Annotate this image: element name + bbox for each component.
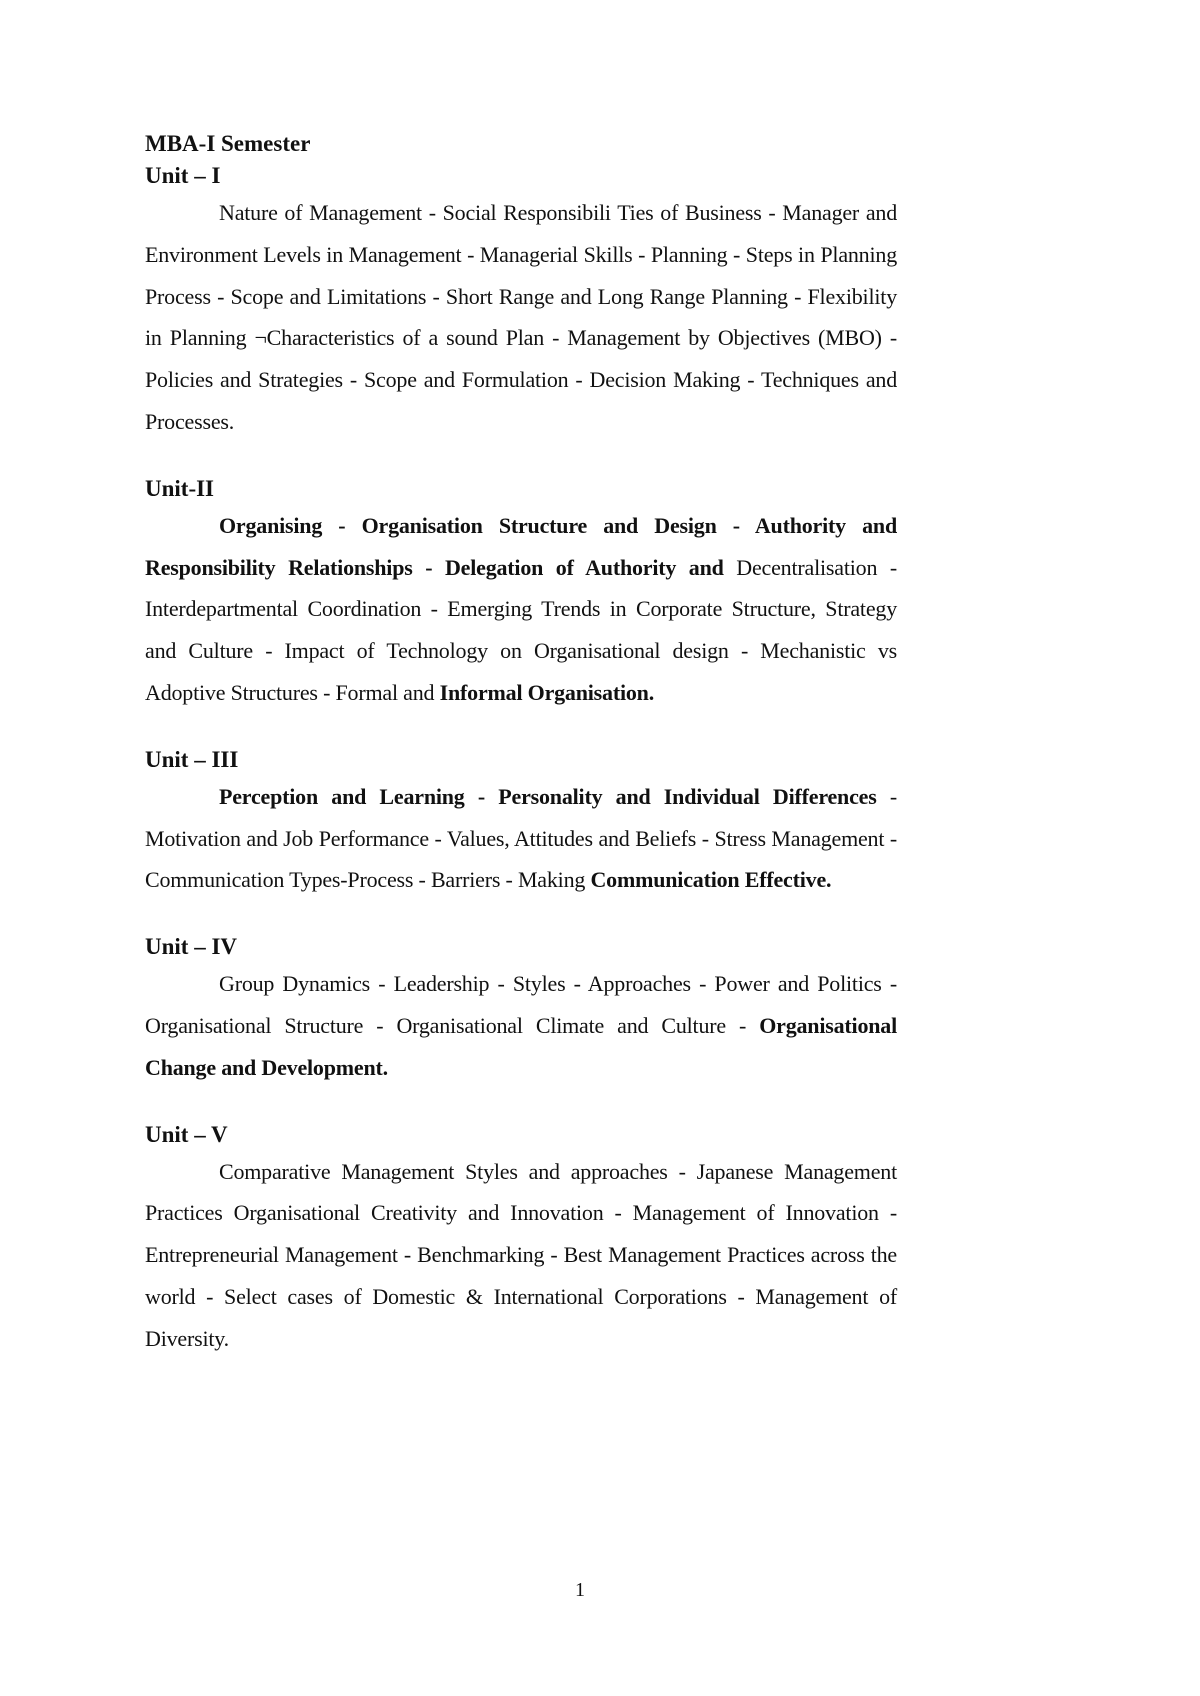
syllabus-content: [145, 128, 897, 1360]
page-number-text: 1: [575, 1579, 585, 1601]
unit-bold-tail: Communication Effective.: [590, 867, 832, 893]
page-number: [0, 1578, 1200, 1602]
unit-heading: Unit-II: [145, 475, 215, 501]
unit-text: Nature of Management - Social Responsibili Ties of Business - Manager and Environment Levels in Management - Managerial Skills - Planning - Steps in Planning Process - Scope and Limitations - Short Range and Long Range Planning - Flexibility in Planning ¬Characteristics of a sound Plan - Management by Objectives (MBO) - Policies and Strategies - Scope and Formulation - Decision Making - Techniques and Processes.: [145, 200, 897, 434]
unit-heading: Unit – III: [145, 746, 239, 772]
unit-bold-tail: Organisational Change and Development.: [145, 1012, 897, 1080]
unit-text: - Motivation and Job Performance - Values, Attitudes and Beliefs - Stress Management - Communication Types-Process - Barriers - Making: [145, 783, 897, 893]
unit-body: [145, 776, 897, 901]
unit-body: [145, 192, 897, 443]
unit-body: [145, 1151, 897, 1360]
document-title: MBA-I Semester: [145, 131, 311, 156]
unit-body: [145, 963, 897, 1088]
unit-heading: Unit – I: [145, 163, 221, 188]
unit-body: [145, 505, 897, 714]
unit-1: [145, 160, 897, 443]
unit-bold-tail: Informal Organisation.: [439, 679, 655, 705]
unit-bold-lead: Organising - Organisation Structure and Design - Authority and Responsibility Relationships - Delegation of Authority and: [145, 512, 897, 580]
unit-4: [145, 931, 897, 1088]
unit-2: [145, 473, 897, 714]
unit-text: Group Dynamics - Leadership - Styles - Approaches - Power and Politics - Organisational Structure - Organisational Climate and Culture -: [145, 971, 897, 1038]
unit-heading: Unit – V: [145, 1121, 228, 1147]
unit-heading: Unit – IV: [145, 934, 238, 960]
unit-text: Comparative Management Styles and approaches - Japanese Management Practices Organisational Creativity and Innovation - Management of Innovation - Entrepreneurial Management - Benchmarking - Best Management Practices across the world - Select cases of Domestic & International Corporations - Management of Diversity.: [145, 1158, 897, 1351]
unit-5: [145, 1119, 897, 1360]
unit-bold-lead: Perception and Learning - Personality and Individual Differences: [219, 783, 877, 809]
unit-3: [145, 744, 897, 901]
unit-text: Decentralisation - Interdepartmental Coordination - Emerging Trends in Corporate Structure, Strategy and Culture - Impact of Technology on Organisational design - Mechanistic vs Adoptive Structures - Formal and: [145, 554, 897, 705]
